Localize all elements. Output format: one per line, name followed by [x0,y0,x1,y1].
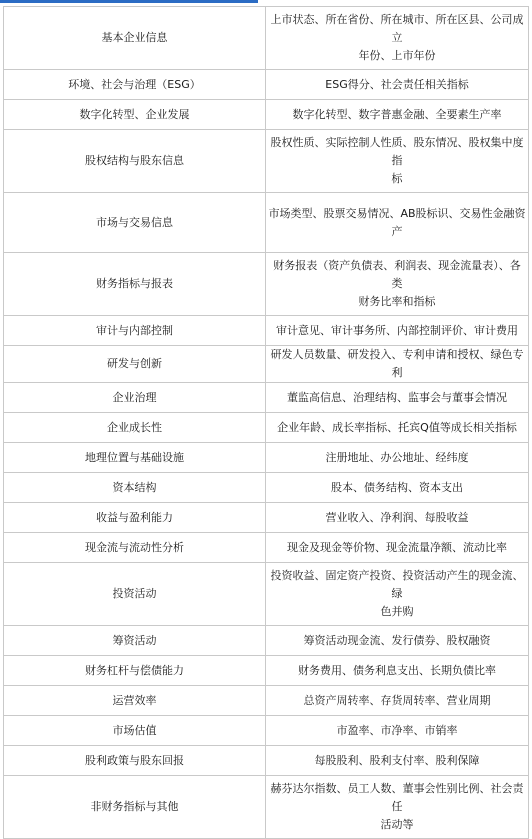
table-row [4,473,529,503]
category-cell: 收益与盈利能力 [4,503,266,533]
category-cell: 研发与创新 [4,346,266,383]
category-cell: 企业治理 [4,383,266,413]
indicators-cell [266,563,529,626]
category-cell: 地理位置与基础设施 [4,443,266,473]
category-cell: 环境、社会与治理（ESG） [4,70,266,100]
table-row [4,776,529,839]
table-row [4,746,529,776]
indicators-cell [266,776,529,839]
indicators-cell: 现金及现金等价物、现金流量净额、流动比率 [266,533,529,563]
indicators-line: 色并购 [380,605,414,618]
indicators-cell: ESG得分、社会责任相关指标 [266,70,529,100]
table-row [4,716,529,746]
indicators-cell: 财务费用、债务利息支出、长期负债比率 [266,656,529,686]
indicators-cell: 企业年龄、成长率指标、托宾Q值等成长相关指标 [266,413,529,443]
category-cell: 基本企业信息 [4,7,266,70]
category-cell: 非财务指标与其他 [4,776,266,839]
table-row [4,503,529,533]
table-body [4,7,529,839]
table-row [4,193,529,253]
table-row [4,533,529,563]
table-row [4,443,529,473]
indicators-cell [266,7,529,70]
indicators-line: 投资收益、固定资产投资、投资活动产生的现金流、绿 [270,569,524,600]
indicators-line: 年份、上市年份 [358,49,436,62]
category-cell: 市场与交易信息 [4,193,266,253]
table-row [4,100,529,130]
category-cell: 筹资活动 [4,626,266,656]
category-cell: 股利政策与股东回报 [4,746,266,776]
indicators-line: 市场类型、股票交易情况、AB股标识、交易性金融资 [268,206,526,220]
indicators-cell: 董监高信息、治理结构、监事会与董事会情况 [266,383,529,413]
category-cell: 现金流与流动性分析 [4,533,266,563]
table-row [4,656,529,686]
table-row [4,383,529,413]
indicators-cell: 筹资活动现金流、发行债券、股权融资 [266,626,529,656]
indicators-line: 活动等 [380,818,414,831]
indicators-cell: 股本、债务结构、资本支出 [266,473,529,503]
indicators-line: 股权性质、实际控制人性质、股东情况、股权集中度指 [270,136,524,167]
indicators-cell [266,130,529,193]
indicators-line: 赫芬达尔指数、员工人数、董事会性别比例、社会责任 [270,782,524,813]
category-cell: 市场估值 [4,716,266,746]
indicators-line: 财务报表（资产负债表、利润表、现金流量表）、各类 [273,259,521,290]
category-cell: 运营效率 [4,686,266,716]
indicators-cell [266,193,529,253]
indicators-cell: 市盈率、市净率、市销率 [266,716,529,746]
indicators-cell: 总资产周转率、存货周转率、营业周期 [266,686,529,716]
top-accent-line [0,0,258,3]
table-row [4,7,529,70]
indicators-line: 产 [391,224,403,238]
table-row [4,413,529,443]
category-cell: 投资活动 [4,563,266,626]
table-row [4,316,529,346]
category-cell: 财务杠杆与偿债能力 [4,656,266,686]
indicators-cell: 数字化转型、数字普惠金融、全要素生产率 [266,100,529,130]
indicators-line: 财务比率和指标 [358,295,436,308]
category-cell: 资本结构 [4,473,266,503]
data-category-table [3,6,529,839]
table-row [4,346,529,383]
indicators-cell: 研发人员数量、研发投入、专利申请和授权、绿色专利 [266,346,529,383]
indicators-cell [266,253,529,316]
table-row [4,70,529,100]
category-cell: 数字化转型、企业发展 [4,100,266,130]
category-cell: 企业成长性 [4,413,266,443]
table-row [4,130,529,193]
indicators-line: 标 [391,172,403,185]
category-cell: 股权结构与股东信息 [4,130,266,193]
category-cell: 财务指标与报表 [4,253,266,316]
indicators-cell: 注册地址、办公地址、经纬度 [266,443,529,473]
table-row [4,563,529,626]
table-row [4,253,529,316]
indicators-cell: 每股股利、股利支付率、股利保障 [266,746,529,776]
table-row [4,686,529,716]
indicators-line: 上市状态、所在省份、所在城市、所在区县、公司成立 [270,13,524,44]
category-cell: 审计与内部控制 [4,316,266,346]
indicators-cell: 审计意见、审计事务所、内部控制评价、审计费用 [266,316,529,346]
indicators-cell: 营业收入、净利润、每股收益 [266,503,529,533]
table-row [4,626,529,656]
